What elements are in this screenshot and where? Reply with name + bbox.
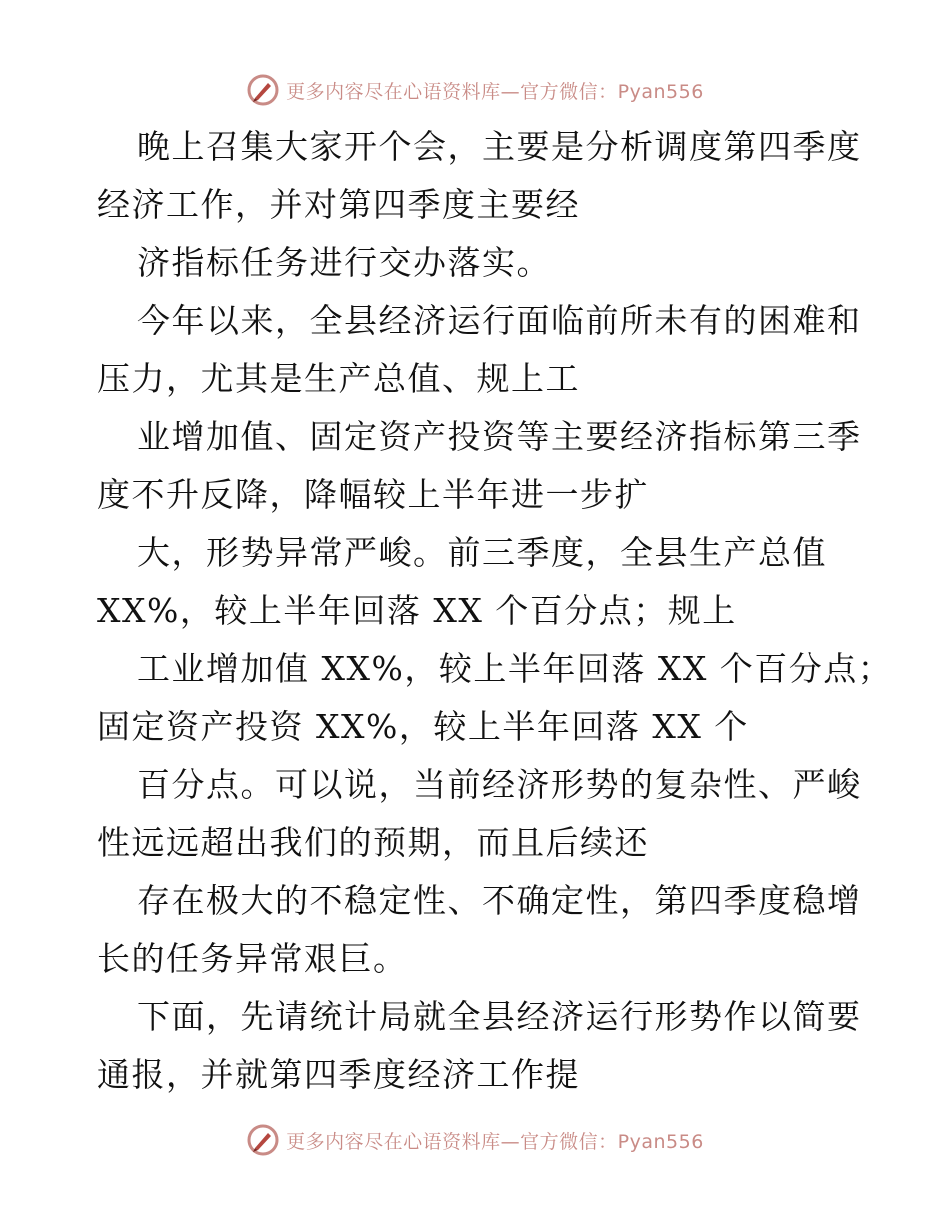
text-line: 济指标任务进行交办落实。 — [137, 243, 551, 282]
text-line: 度不升反降，降幅较上半年进一步扩 — [97, 475, 649, 514]
footer-watermark — [0, 1120, 950, 1160]
text-line: 今年以来，全县经济运行面临前所未有的困难和 — [137, 301, 862, 340]
text-line: 晚上召集大家开个会，主要是分析调度第四季度 — [137, 127, 862, 166]
header-watermark — [0, 70, 950, 110]
text-line: XX%，较上半年回落 XX 个百分点；规上 — [97, 591, 737, 630]
text-line: 百分点。可以说，当前经济形势的复杂性、严峻 — [137, 765, 862, 804]
text-line: 存在极大的不稳定性、不确定性，第四季度稳增 — [137, 881, 862, 920]
watermark-text: 更多内容尽在心语资料库—官方微信：Pyan556 — [286, 80, 704, 103]
text-line: 性远远超出我们的预期，而且后续还 — [97, 823, 649, 862]
text-line: 工业增加值 XX%，较上半年回落 XX 个百分点； — [137, 649, 893, 688]
document-body — [97, 118, 893, 1104]
text-line: 业增加值、固定资产投资等主要经济指标第三季 — [137, 417, 862, 456]
text-line: 长的任务异常艰巨。 — [97, 939, 408, 978]
text-line: 大，形势异常严峻。前三季度，全县生产总值 — [137, 533, 827, 572]
text-line: 下面，先请统计局就全县经济运行形势作以简要 — [137, 997, 862, 1036]
text-line: 经济工作，并对第四季度主要经 — [97, 185, 580, 224]
text-line: 固定资产投资 XX%，较上半年回落 XX 个 — [97, 707, 749, 746]
text-line: 压力，尤其是生产总值、规上工 — [97, 359, 580, 398]
watermark-text: 更多内容尽在心语资料库—官方微信：Pyan556 — [286, 1130, 704, 1153]
text-line: 通报，并就第四季度经济工作提 — [97, 1055, 580, 1094]
pen-logo-icon — [246, 1123, 280, 1157]
pen-logo-icon — [246, 73, 280, 107]
